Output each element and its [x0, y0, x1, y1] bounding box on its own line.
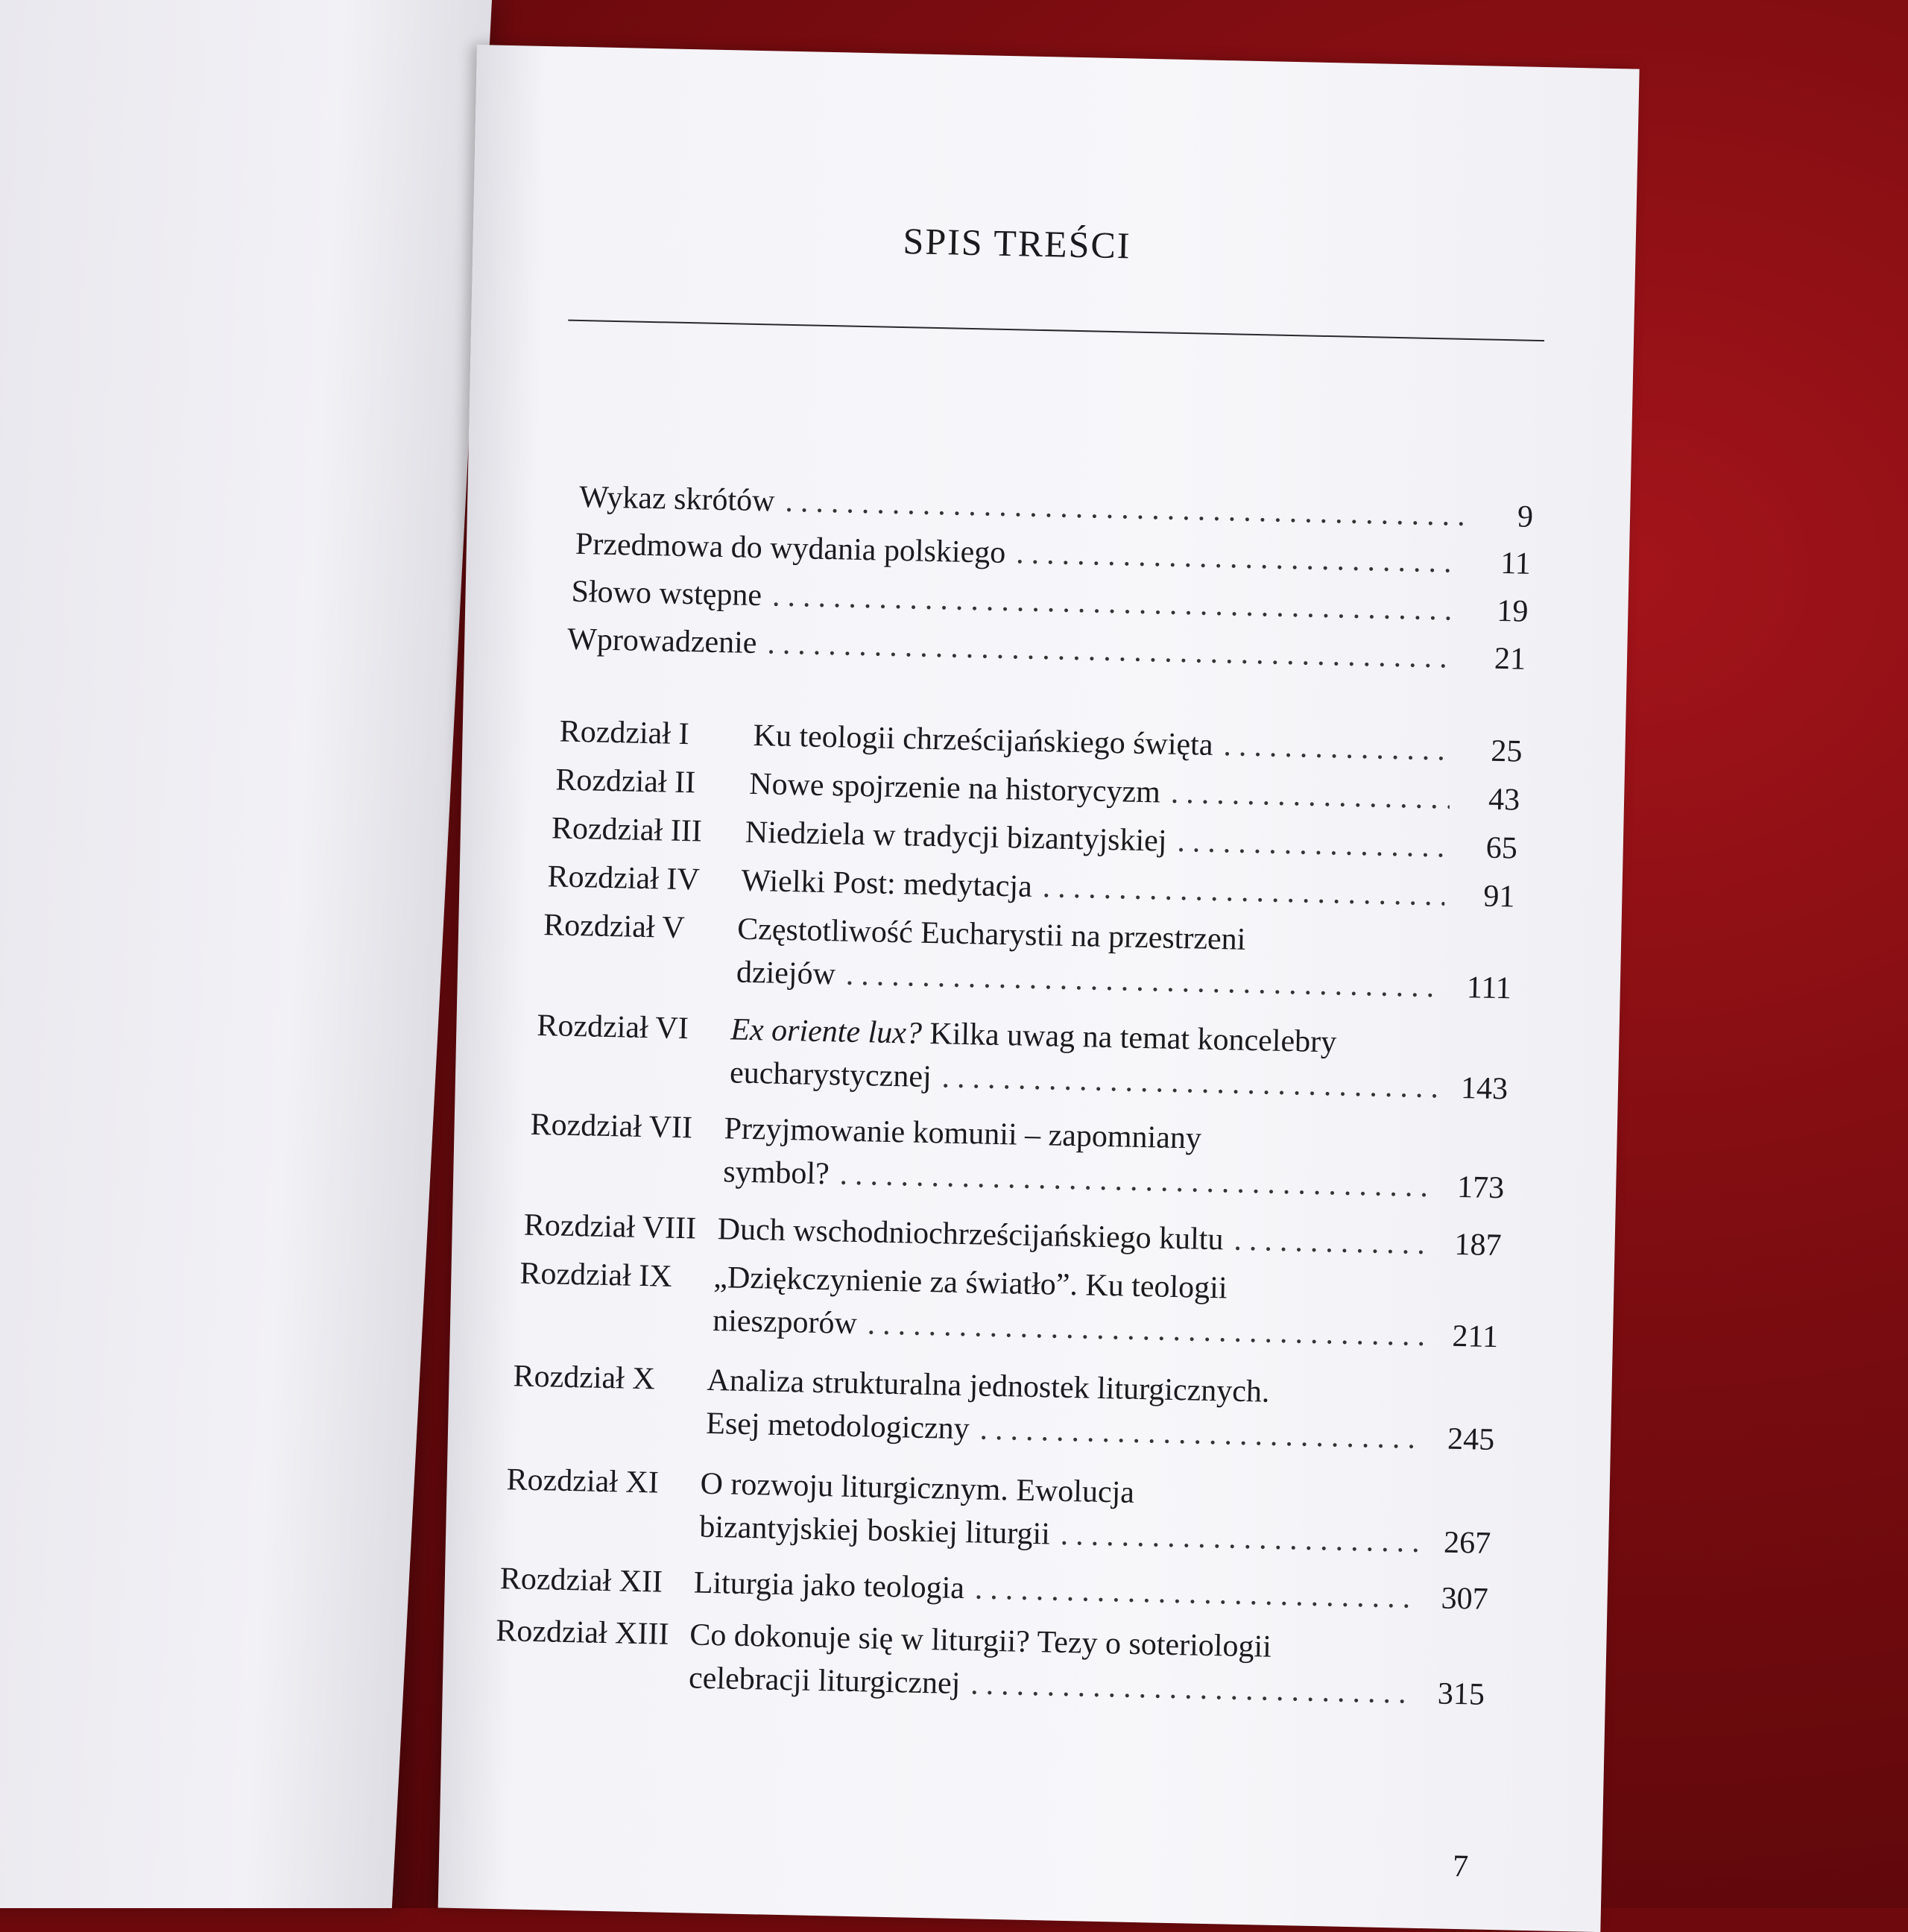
chapter-label: Rozdział II	[555, 763, 696, 801]
entry-page: 11	[1500, 546, 1532, 581]
page-title: SPIS TREŚCI	[903, 220, 1132, 267]
chapter-title-cont: nieszporów	[712, 1304, 858, 1342]
chapter-label: Rozdział VI	[536, 1008, 689, 1046]
chapter-title: Analiza strukturalna jednostek liturgicznych.	[707, 1363, 1270, 1409]
chapter-label: Rozdział V	[543, 908, 686, 946]
chapter-title: Duch wschodniochrześcijańskiego kultu	[717, 1212, 1224, 1257]
leader-dots	[979, 1408, 1425, 1460]
chapter-title: Przyjmowanie komunii – zapomniany	[724, 1111, 1202, 1156]
title-rule	[568, 320, 1544, 341]
chapter-title-cont: celebracji liturgicznej	[688, 1661, 961, 1702]
chapter-label: Rozdział VII	[530, 1107, 693, 1146]
chapter-page: 267	[1443, 1525, 1491, 1561]
chapter-title-cont: bizantyjskiej boskiej liturgii	[698, 1509, 1051, 1552]
chapter-page: 315	[1437, 1676, 1485, 1712]
leader-dots	[1223, 724, 1453, 771]
toc-chapter-7[interactable]	[529, 1103, 1506, 1213]
chapter-page: 245	[1447, 1421, 1495, 1457]
toc-chapter-5[interactable]	[542, 903, 1512, 1013]
chapter-page: 173	[1456, 1169, 1505, 1206]
page-number: 7	[1452, 1849, 1469, 1884]
entry-title: Wykaz skrótów	[578, 480, 775, 519]
entry-title: Przedmowa do wydania polskiego	[575, 526, 1006, 570]
chapter-title-cont: symbol?	[722, 1155, 830, 1192]
chapter-page: 43	[1488, 782, 1520, 818]
leader-dots	[1060, 1513, 1421, 1564]
chapter-title-italic: Ex oriente lux?	[730, 1012, 923, 1051]
toc-chapter-11[interactable]	[505, 1458, 1492, 1568]
chapter-page: 91	[1482, 879, 1515, 915]
chapter-title-cont: eucharystycznej	[729, 1055, 932, 1095]
chapter-page: 65	[1485, 830, 1518, 866]
chapter-label: Rozdział XI	[506, 1462, 660, 1500]
entry-title: Słowo wstępne	[571, 574, 762, 613]
chapter-page: 307	[1441, 1581, 1489, 1617]
entry-title: Wprowadzenie	[566, 622, 757, 661]
chapter-page: 187	[1454, 1227, 1503, 1263]
toc-chapter-9[interactable]	[519, 1252, 1500, 1362]
chapter-page: 25	[1490, 733, 1523, 769]
chapter-title: Ku teologii chrześcijańskiego święta	[753, 718, 1213, 763]
leader-dots	[1177, 820, 1447, 869]
chapter-title-cont: Esej metodologiczny	[705, 1406, 970, 1447]
leader-dots	[771, 574, 1459, 631]
toc-chapter-10[interactable]	[512, 1354, 1496, 1465]
toc-content	[483, 45, 1534, 1930]
chapter-page: 211	[1452, 1319, 1499, 1355]
entry-page: 21	[1494, 641, 1526, 677]
chapter-label: Rozdział I	[559, 714, 689, 752]
chapter-title: Co dokonuje się w liturgii? Tezy o soteriologii	[689, 1617, 1272, 1664]
chapter-title: Częstotliwość Eucharystii na przestrzeni	[736, 912, 1246, 957]
chapter-label: Rozdział VIII	[523, 1208, 697, 1246]
leader-dots	[767, 622, 1456, 679]
chapter-label: Rozdział IX	[519, 1256, 673, 1294]
chapter-title: Kilka uwag na temat koncelebry	[921, 1016, 1337, 1060]
leader-dots	[1016, 531, 1462, 584]
toc-chapter-13[interactable]	[495, 1609, 1486, 1720]
chapter-title: Liturgia jako teologia	[693, 1565, 965, 1606]
entry-page: 9	[1517, 499, 1534, 534]
chapter-title: Wielki Post: medytacja	[741, 863, 1033, 904]
chapter-label: Rozdział X	[513, 1359, 656, 1397]
chapter-label: Rozdział IV	[547, 859, 701, 897]
leader-dots	[1170, 771, 1450, 821]
chapter-page: 111	[1466, 970, 1512, 1006]
chapter-title: „Dziękczynienie za światło”. Ku teologii	[713, 1260, 1228, 1306]
leader-dots	[1233, 1219, 1432, 1266]
leader-dots	[974, 1567, 1418, 1619]
chapter-title: O rozwoju liturgicznym. Ewolucja	[700, 1466, 1135, 1510]
chapter-label: Rozdział III	[551, 811, 703, 849]
chapter-label: Rozdział XII	[499, 1562, 663, 1600]
book-page	[438, 45, 1640, 1932]
entry-page: 19	[1496, 593, 1529, 629]
chapter-title: Nowe spojrzenie na historycyzm	[748, 766, 1161, 810]
leader-dots	[970, 1662, 1415, 1714]
toc-chapter-6[interactable]	[536, 1004, 1509, 1114]
chapter-title-cont: dziejów	[736, 955, 836, 992]
chapter-label: Rozdział XIII	[495, 1614, 669, 1652]
chapter-page: 143	[1460, 1070, 1509, 1107]
leader-dots	[1042, 865, 1445, 917]
chapter-title: Niedziela w tradycji bizantyjskiej	[745, 815, 1167, 859]
